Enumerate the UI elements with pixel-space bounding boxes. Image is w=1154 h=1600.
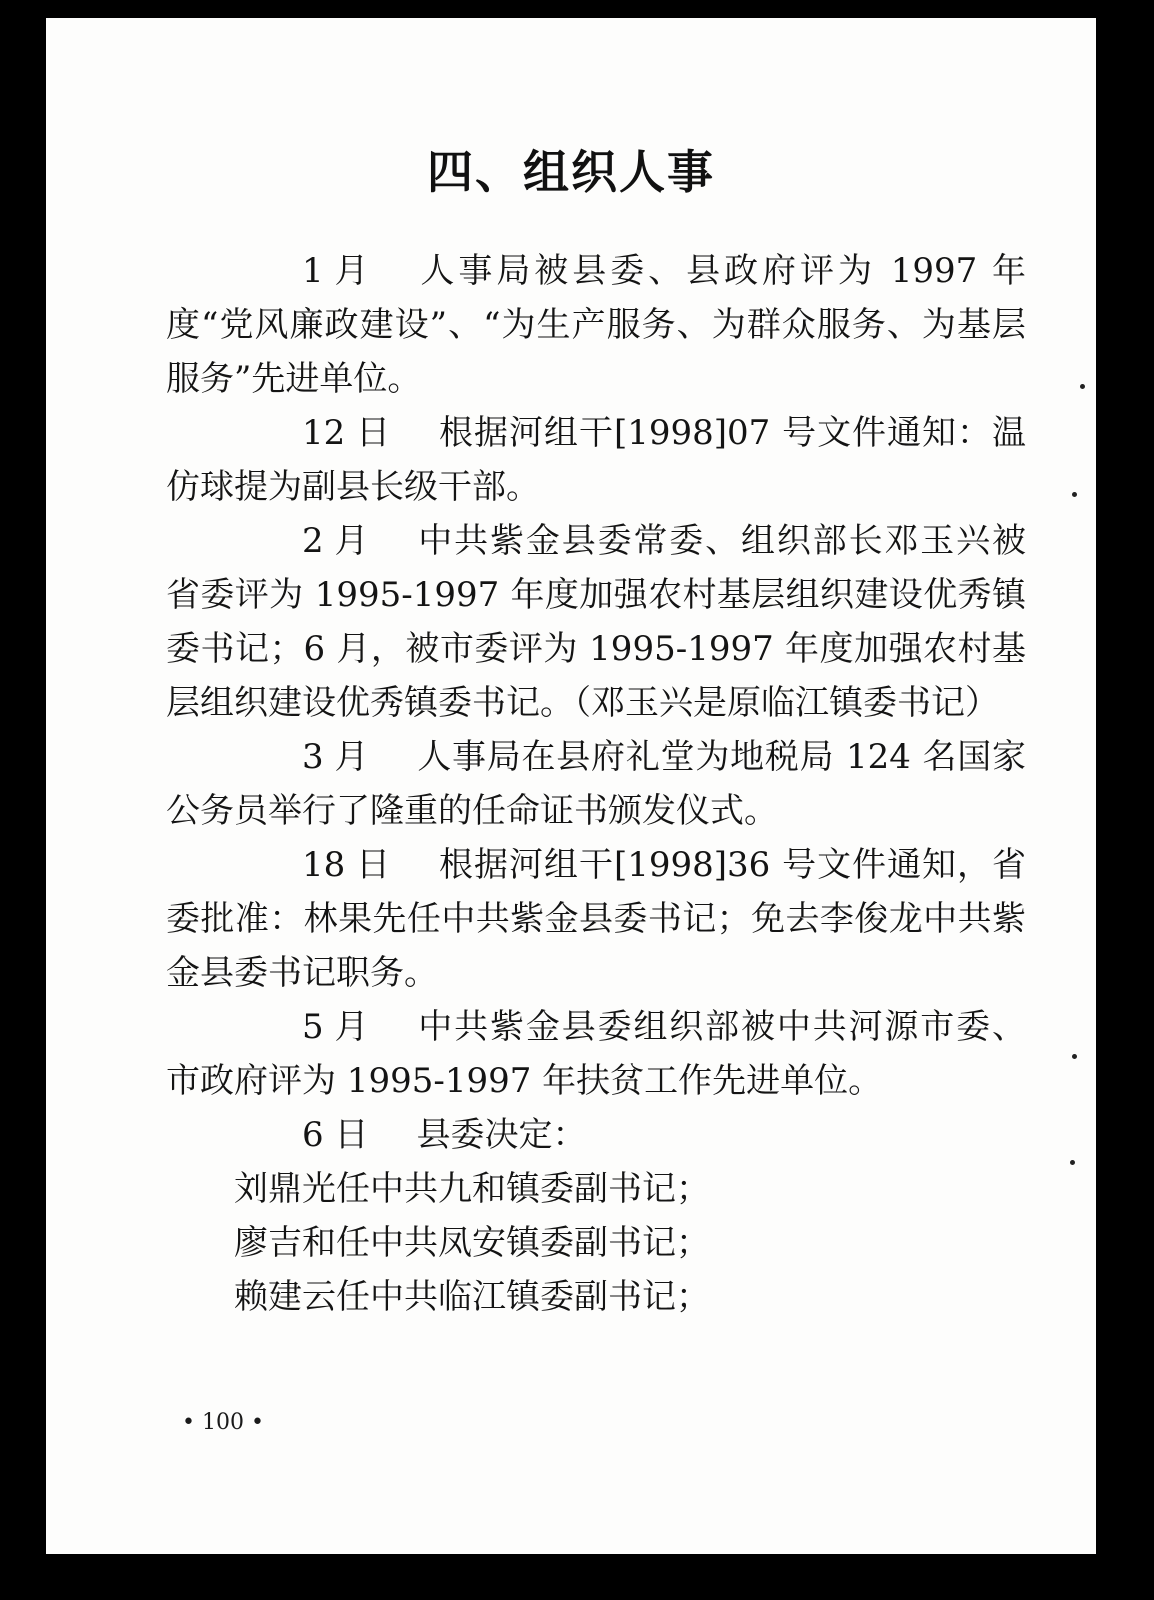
- entry-paragraph: [166, 838, 1026, 1000]
- entry-text: 县委决定：: [416, 1115, 587, 1155]
- entry-paragraph: [166, 244, 1026, 406]
- entry-date: 18 日: [302, 845, 391, 885]
- entry-date: 2 月: [302, 521, 369, 561]
- entry-paragraph: [166, 1108, 1026, 1162]
- page-number: • 100 •: [182, 1410, 264, 1435]
- scan-speck: [1072, 492, 1077, 497]
- entry-text: 人事局被县委、县政府评为 1997 年度“党风廉政建设”、“为生产服务、为群众服务、为基层服务”先进单位。: [166, 251, 1026, 399]
- entry-text: 中共紫金县委组织部被中共河源市委、市政府评为 1995-1997 年扶贫工作先进单位。: [166, 1007, 1026, 1101]
- entry-date: 3 月: [302, 737, 369, 777]
- appointment-line: 赖建云任中共临江镇委副书记；: [234, 1277, 710, 1317]
- entry-text: 根据河组干[1998]36 号文件通知，省委批准：林果先任中共紫金县委书记；免去李俊龙中共紫金县委书记职务。: [166, 845, 1026, 993]
- entry-date: 12 日: [302, 413, 391, 453]
- entry-date: 1 月: [302, 251, 369, 291]
- scan-speck: [1070, 1160, 1075, 1165]
- scan-speck: [1072, 1054, 1077, 1059]
- entry-date: 6 日: [302, 1115, 369, 1155]
- entry-paragraph: [166, 514, 1026, 730]
- document-page: [46, 18, 1096, 1554]
- entry-paragraph: [166, 1000, 1026, 1108]
- document-body: [166, 244, 1026, 1324]
- entry-text: 根据河组干[1998]07 号文件通知：温仿球提为副县长级干部。: [166, 413, 1026, 507]
- entry-text: 中共紫金县委常委、组织部长邓玉兴被省委评为 1995-1997 年度加强农村基层组织建设优秀镇委书记；6 月，被市委评为 1995-1997 年度加强农村基层组织建设优秀镇委书记。（邓玉兴是原临江镇委书记）: [166, 521, 1026, 723]
- entry-date: 5 月: [302, 1007, 369, 1047]
- entry-paragraph: [166, 406, 1026, 514]
- entry-text: 人事局在县府礼堂为地税局 124 名国家公务员举行了隆重的任命证书颁发仪式。: [166, 737, 1026, 831]
- appointment-line: 廖吉和任中共凤安镇委副书记；: [234, 1223, 710, 1263]
- scan-speck: [1080, 384, 1085, 389]
- entry-paragraph: [166, 730, 1026, 838]
- appointment-line: 刘鼎光任中共九和镇委副书记；: [234, 1169, 710, 1209]
- section-title: 四、组织人事: [427, 145, 715, 199]
